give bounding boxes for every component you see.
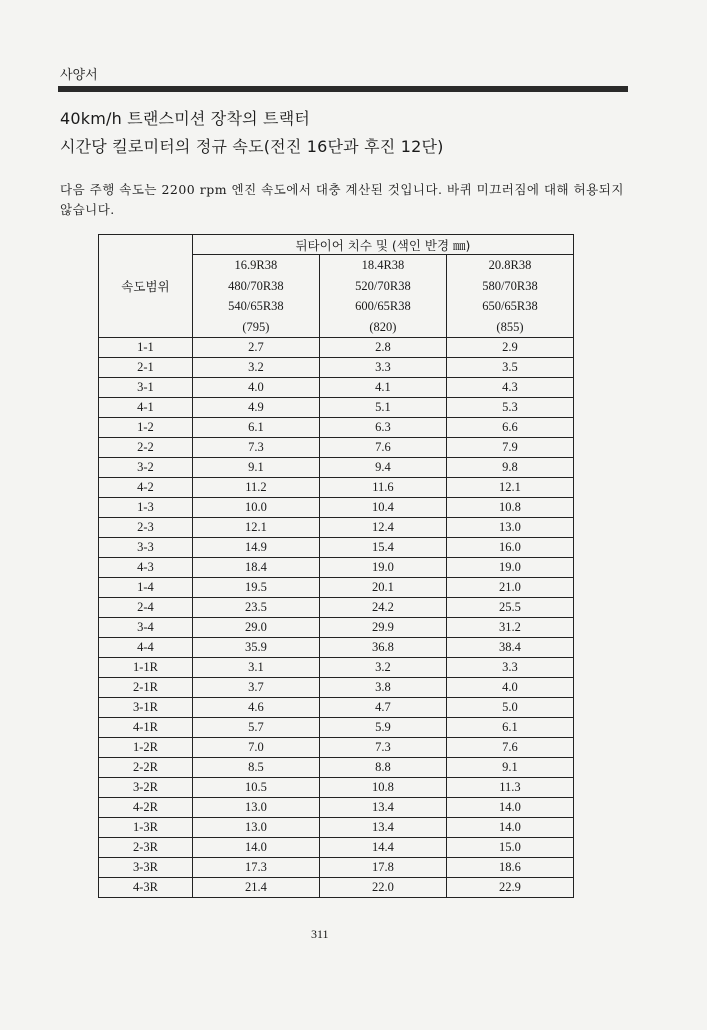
table-row bbox=[99, 698, 574, 718]
speed-value-cell: 22.0 bbox=[319, 878, 446, 898]
speed-value-cell: 4.3 bbox=[446, 378, 573, 398]
range-column-header: 속도범위 bbox=[99, 235, 193, 338]
tire-radius: (820) bbox=[369, 319, 397, 334]
intro-paragraph: 다음 주행 속도는 2200 rpm 엔진 속도에서 대충 계산된 것입니다. 바퀴 미끄러짐에 대해 허용되지 않습니다. bbox=[60, 182, 624, 217]
speed-range-cell: 2-2R bbox=[99, 758, 193, 778]
speed-value-cell: 13.4 bbox=[319, 798, 446, 818]
speed-range-cell: 3-1R bbox=[99, 698, 193, 718]
speed-value-cell: 17.8 bbox=[319, 858, 446, 878]
tire-radius: (855) bbox=[496, 319, 524, 334]
tire-size: 600/65R38 bbox=[355, 299, 411, 313]
speed-range-cell: 3-2 bbox=[99, 458, 193, 478]
speed-range-cell: 2-4 bbox=[99, 598, 193, 618]
speed-value-cell: 10.5 bbox=[192, 778, 319, 798]
table-row bbox=[99, 398, 574, 418]
speed-value-cell: 7.3 bbox=[192, 438, 319, 458]
table-row bbox=[99, 538, 574, 558]
table-row bbox=[99, 778, 574, 798]
speed-value-cell: 6.6 bbox=[446, 418, 573, 438]
speed-range-cell: 1-4 bbox=[99, 578, 193, 598]
table-row bbox=[99, 558, 574, 578]
speed-value-cell: 2.8 bbox=[319, 338, 446, 358]
speed-value-cell: 9.1 bbox=[446, 758, 573, 778]
speed-range-cell: 3-1 bbox=[99, 378, 193, 398]
speed-value-cell: 10.4 bbox=[319, 498, 446, 518]
speed-range-cell: 4-2 bbox=[99, 478, 193, 498]
speed-range-cell: 2-3 bbox=[99, 518, 193, 538]
speed-range-cell: 3-3R bbox=[99, 858, 193, 878]
speed-value-cell: 9.1 bbox=[192, 458, 319, 478]
speed-value-cell: 25.5 bbox=[446, 598, 573, 618]
speed-value-cell: 3.2 bbox=[192, 358, 319, 378]
speed-range-cell: 4-4 bbox=[99, 638, 193, 658]
speed-range-cell: 1-3 bbox=[99, 498, 193, 518]
table-row bbox=[99, 418, 574, 438]
tire-size: 16.9R38 bbox=[234, 258, 278, 272]
speed-value-cell: 12.4 bbox=[319, 518, 446, 538]
speed-value-cell: 21.0 bbox=[446, 578, 573, 598]
tire-size: 20.8R38 bbox=[488, 258, 532, 272]
speed-value-cell: 10.8 bbox=[446, 498, 573, 518]
tire-size: 540/65R38 bbox=[228, 299, 284, 313]
speed-range-cell: 3-3 bbox=[99, 538, 193, 558]
speed-value-cell: 11.2 bbox=[192, 478, 319, 498]
speed-value-cell: 20.1 bbox=[319, 578, 446, 598]
speed-value-cell: 14.0 bbox=[192, 838, 319, 858]
speed-range-cell: 1-1R bbox=[99, 658, 193, 678]
speed-value-cell: 13.0 bbox=[446, 518, 573, 538]
speed-range-cell: 1-2R bbox=[99, 738, 193, 758]
table-row bbox=[99, 718, 574, 738]
table-row bbox=[99, 378, 574, 398]
speed-range-cell: 4-1 bbox=[99, 398, 193, 418]
table-row bbox=[99, 518, 574, 538]
speed-value-cell: 36.8 bbox=[319, 638, 446, 658]
speed-value-cell: 24.2 bbox=[319, 598, 446, 618]
speed-value-cell: 6.3 bbox=[319, 418, 446, 438]
speed-value-cell: 21.4 bbox=[192, 878, 319, 898]
speed-range-cell: 3-4 bbox=[99, 618, 193, 638]
speed-value-cell: 38.4 bbox=[446, 638, 573, 658]
speed-value-cell: 10.0 bbox=[192, 498, 319, 518]
table-row bbox=[99, 598, 574, 618]
speed-value-cell: 15.4 bbox=[319, 538, 446, 558]
speed-value-cell: 2.7 bbox=[192, 338, 319, 358]
table-row bbox=[99, 438, 574, 458]
table-row bbox=[99, 738, 574, 758]
page-number: 311 bbox=[311, 927, 329, 941]
speed-range-cell: 2-1 bbox=[99, 358, 193, 378]
speed-value-cell: 3.3 bbox=[446, 658, 573, 678]
speed-value-cell: 13.4 bbox=[319, 818, 446, 838]
speed-range-cell: 4-3R bbox=[99, 878, 193, 898]
speed-value-cell: 14.4 bbox=[319, 838, 446, 858]
speed-range-cell: 1-1 bbox=[99, 338, 193, 358]
table-row bbox=[99, 758, 574, 778]
speed-value-cell: 3.1 bbox=[192, 658, 319, 678]
speed-value-cell: 11.6 bbox=[319, 478, 446, 498]
speed-value-cell: 12.1 bbox=[446, 478, 573, 498]
speed-value-cell: 7.0 bbox=[192, 738, 319, 758]
speed-value-cell: 16.0 bbox=[446, 538, 573, 558]
speed-value-cell: 7.3 bbox=[319, 738, 446, 758]
tire-size: 480/70R38 bbox=[228, 278, 284, 293]
speed-value-cell: 3.3 bbox=[319, 358, 446, 378]
speed-value-cell: 8.5 bbox=[192, 758, 319, 778]
table-row bbox=[99, 618, 574, 638]
table-row bbox=[99, 838, 574, 858]
page-title-line-2: 시간당 킬로미터의 정규 속도(전진 16단과 후진 12단) bbox=[60, 137, 444, 156]
speed-table bbox=[98, 234, 574, 898]
speed-value-cell: 9.8 bbox=[446, 458, 573, 478]
speed-range-cell: 4-1R bbox=[99, 718, 193, 738]
speed-value-cell: 10.8 bbox=[319, 778, 446, 798]
speed-value-cell: 6.1 bbox=[192, 418, 319, 438]
speed-value-cell: 5.3 bbox=[446, 398, 573, 418]
speed-value-cell: 8.8 bbox=[319, 758, 446, 778]
speed-value-cell: 5.1 bbox=[319, 398, 446, 418]
speed-value-cell: 19.5 bbox=[192, 578, 319, 598]
speed-value-cell: 4.0 bbox=[446, 678, 573, 698]
speed-value-cell: 9.4 bbox=[319, 458, 446, 478]
tire-size-group-header: 뒤타이어 치수 및 (색인 반경 ㎜) bbox=[192, 235, 573, 255]
speed-value-cell: 13.0 bbox=[192, 798, 319, 818]
table-row bbox=[99, 878, 574, 898]
table-row bbox=[99, 858, 574, 878]
speed-value-cell: 18.4 bbox=[192, 558, 319, 578]
speed-value-cell: 14.9 bbox=[192, 538, 319, 558]
speed-value-cell: 14.0 bbox=[446, 798, 573, 818]
speed-value-cell: 23.5 bbox=[192, 598, 319, 618]
speed-value-cell: 7.9 bbox=[446, 438, 573, 458]
speed-value-cell: 4.1 bbox=[319, 378, 446, 398]
speed-table-body bbox=[99, 338, 574, 898]
tire-size: 520/70R38 bbox=[355, 278, 411, 293]
speed-value-cell: 29.9 bbox=[319, 618, 446, 638]
speed-value-cell: 31.2 bbox=[446, 618, 573, 638]
section-header: 사양서 bbox=[60, 68, 98, 83]
table-row bbox=[99, 658, 574, 678]
speed-value-cell: 5.0 bbox=[446, 698, 573, 718]
speed-value-cell: 29.0 bbox=[192, 618, 319, 638]
speed-range-cell: 2-2 bbox=[99, 438, 193, 458]
speed-value-cell: 18.6 bbox=[446, 858, 573, 878]
speed-value-cell: 5.9 bbox=[319, 718, 446, 738]
speed-range-cell: 3-2R bbox=[99, 778, 193, 798]
table-row bbox=[99, 578, 574, 598]
tire-size: 580/70R38 bbox=[482, 278, 538, 293]
table-row bbox=[99, 818, 574, 838]
speed-value-cell: 11.3 bbox=[446, 778, 573, 798]
speed-value-cell: 2.9 bbox=[446, 338, 573, 358]
speed-value-cell: 3.8 bbox=[319, 678, 446, 698]
tire-size: 650/65R38 bbox=[482, 299, 538, 313]
speed-value-cell: 4.7 bbox=[319, 698, 446, 718]
tire-size: 18.4R38 bbox=[361, 258, 405, 272]
table-row bbox=[99, 638, 574, 658]
speed-value-cell: 4.9 bbox=[192, 398, 319, 418]
header-rule bbox=[58, 86, 628, 92]
speed-value-cell: 6.1 bbox=[446, 718, 573, 738]
speed-range-cell: 4-2R bbox=[99, 798, 193, 818]
speed-value-cell: 7.6 bbox=[446, 738, 573, 758]
table-row bbox=[99, 338, 574, 358]
speed-value-cell: 19.0 bbox=[446, 558, 573, 578]
speed-value-cell: 15.0 bbox=[446, 838, 573, 858]
speed-value-cell: 3.5 bbox=[446, 358, 573, 378]
tire-column-header bbox=[319, 255, 446, 338]
speed-value-cell: 19.0 bbox=[319, 558, 446, 578]
speed-range-cell: 2-3R bbox=[99, 838, 193, 858]
table-row bbox=[99, 478, 574, 498]
speed-value-cell: 3.7 bbox=[192, 678, 319, 698]
speed-value-cell: 4.6 bbox=[192, 698, 319, 718]
tire-column-header bbox=[446, 255, 573, 338]
table-row bbox=[99, 678, 574, 698]
speed-value-cell: 35.9 bbox=[192, 638, 319, 658]
speed-range-cell: 2-1R bbox=[99, 678, 193, 698]
speed-value-cell: 13.0 bbox=[192, 818, 319, 838]
table-row bbox=[99, 798, 574, 818]
speed-range-cell: 4-3 bbox=[99, 558, 193, 578]
speed-value-cell: 14.0 bbox=[446, 818, 573, 838]
speed-value-cell: 22.9 bbox=[446, 878, 573, 898]
table-row bbox=[99, 498, 574, 518]
table-row bbox=[99, 458, 574, 478]
tire-radius: (795) bbox=[242, 319, 270, 334]
speed-value-cell: 7.6 bbox=[319, 438, 446, 458]
speed-value-cell: 4.0 bbox=[192, 378, 319, 398]
table-row bbox=[99, 358, 574, 378]
speed-range-cell: 1-2 bbox=[99, 418, 193, 438]
speed-value-cell: 3.2 bbox=[319, 658, 446, 678]
speed-value-cell: 12.1 bbox=[192, 518, 319, 538]
tire-column-header bbox=[192, 255, 319, 338]
speed-range-cell: 1-3R bbox=[99, 818, 193, 838]
page-title-line-1: 40km/h 트랜스미션 장착의 트랙터 bbox=[60, 109, 311, 128]
speed-value-cell: 17.3 bbox=[192, 858, 319, 878]
speed-value-cell: 5.7 bbox=[192, 718, 319, 738]
